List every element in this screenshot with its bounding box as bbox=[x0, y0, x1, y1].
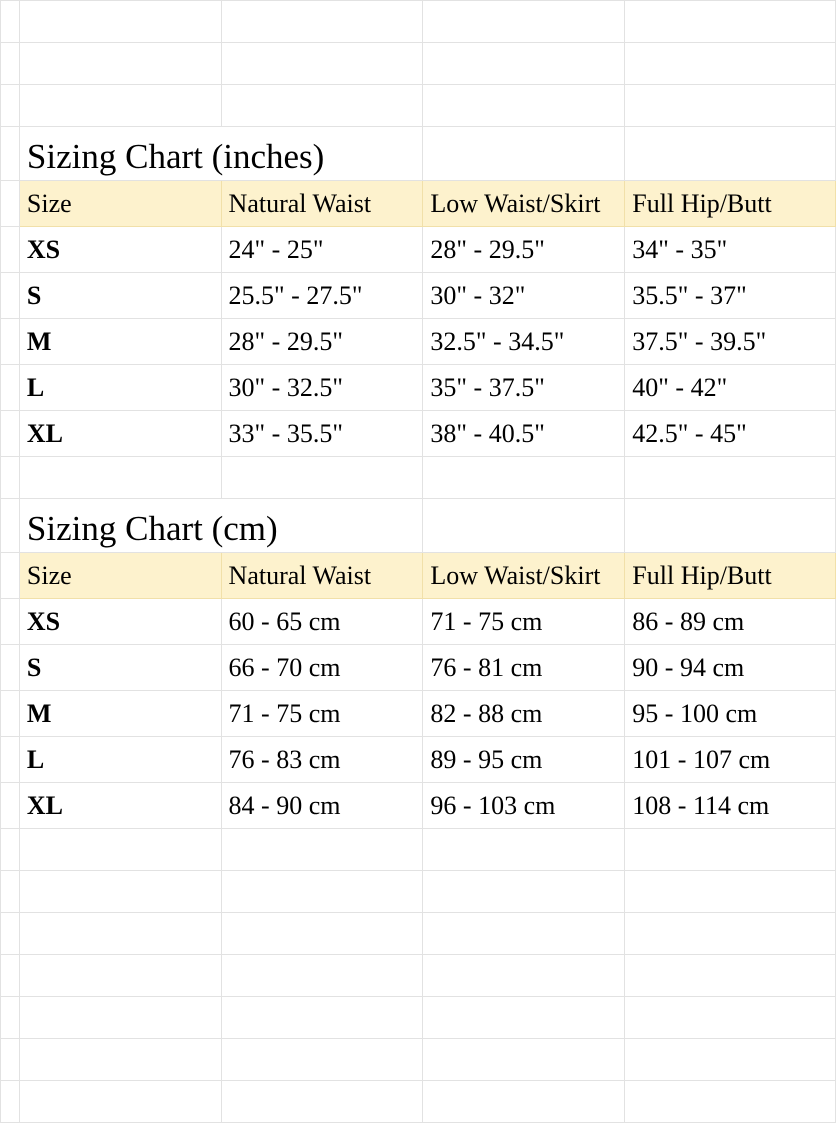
header-cell-full-hip[interactable]: Full Hip/Butt bbox=[625, 181, 836, 227]
empty-cell[interactable] bbox=[221, 457, 423, 499]
row-gutter-cell bbox=[1, 1039, 20, 1081]
empty-row bbox=[1, 1081, 836, 1123]
empty-cell[interactable] bbox=[19, 1081, 221, 1123]
size-cell[interactable]: L bbox=[19, 737, 221, 783]
measurement-cell[interactable]: 37.5" - 39.5" bbox=[625, 319, 836, 365]
table-title-text: Sizing Chart (inches) bbox=[26, 137, 325, 176]
size-cell[interactable]: XS bbox=[19, 227, 221, 273]
measurement-cell[interactable]: 60 - 65 cm bbox=[221, 599, 423, 645]
measurement-cell[interactable]: 108 - 114 cm bbox=[625, 783, 836, 829]
empty-cell[interactable] bbox=[19, 1, 221, 43]
measurement-cell[interactable]: 34" - 35" bbox=[625, 227, 836, 273]
header-cell-size[interactable]: Size bbox=[19, 181, 221, 227]
measurement-cell[interactable]: 95 - 100 cm bbox=[625, 691, 836, 737]
measurement-cell[interactable]: 89 - 95 cm bbox=[423, 737, 625, 783]
measurement-cell[interactable]: 96 - 103 cm bbox=[423, 783, 625, 829]
measurement-cell[interactable]: 35.5" - 37" bbox=[625, 273, 836, 319]
empty-cell[interactable] bbox=[221, 1039, 423, 1081]
empty-cell[interactable] bbox=[625, 871, 836, 913]
size-cell[interactable]: XL bbox=[19, 411, 221, 457]
empty-cell[interactable] bbox=[423, 1, 625, 43]
row-gutter-cell bbox=[1, 783, 20, 829]
empty-cell[interactable] bbox=[19, 913, 221, 955]
empty-cell[interactable] bbox=[423, 997, 625, 1039]
empty-row bbox=[1, 913, 836, 955]
empty-cell[interactable] bbox=[221, 955, 423, 997]
header-cell-size[interactable]: Size bbox=[19, 553, 221, 599]
empty-cell[interactable] bbox=[221, 913, 423, 955]
empty-cell[interactable] bbox=[19, 871, 221, 913]
row-gutter-cell bbox=[1, 273, 20, 319]
row-gutter-cell bbox=[1, 365, 20, 411]
row-gutter-cell bbox=[1, 127, 20, 181]
row-gutter-cell bbox=[1, 691, 20, 737]
empty-row bbox=[1, 997, 836, 1039]
header-cell-natural-waist[interactable]: Natural Waist bbox=[221, 553, 423, 599]
table-row bbox=[1, 319, 836, 365]
measurement-cell[interactable]: 42.5" - 45" bbox=[625, 411, 836, 457]
size-cell[interactable]: M bbox=[19, 319, 221, 365]
measurement-cell[interactable]: 76 - 81 cm bbox=[423, 645, 625, 691]
empty-cell[interactable] bbox=[19, 457, 221, 499]
size-cell[interactable]: XS bbox=[19, 599, 221, 645]
measurement-cell[interactable]: 82 - 88 cm bbox=[423, 691, 625, 737]
measurement-cell[interactable]: 101 - 107 cm bbox=[625, 737, 836, 783]
row-gutter-cell bbox=[1, 457, 20, 499]
empty-cell[interactable] bbox=[19, 85, 221, 127]
table-title-inches[interactable] bbox=[19, 127, 423, 181]
empty-cell[interactable] bbox=[423, 457, 625, 499]
empty-cell[interactable] bbox=[625, 499, 836, 553]
measurement-cell[interactable]: 71 - 75 cm bbox=[221, 691, 423, 737]
empty-cell[interactable] bbox=[423, 829, 625, 871]
measurement-cell[interactable]: 66 - 70 cm bbox=[221, 645, 423, 691]
table-row bbox=[1, 691, 836, 737]
row-gutter-cell bbox=[1, 737, 20, 783]
empty-cell[interactable] bbox=[19, 1039, 221, 1081]
header-cell-full-hip[interactable]: Full Hip/Butt bbox=[625, 553, 836, 599]
row-gutter-cell bbox=[1, 1, 20, 43]
empty-cell[interactable] bbox=[625, 997, 836, 1039]
empty-cell[interactable] bbox=[625, 955, 836, 997]
empty-cell[interactable] bbox=[221, 1081, 423, 1123]
empty-row bbox=[1, 1, 836, 43]
measurement-cell[interactable]: 32.5" - 34.5" bbox=[423, 319, 625, 365]
table-header-row bbox=[1, 181, 836, 227]
empty-cell[interactable] bbox=[423, 499, 625, 553]
row-gutter-cell bbox=[1, 1081, 20, 1123]
measurement-cell[interactable]: 24" - 25" bbox=[221, 227, 423, 273]
empty-cell[interactable] bbox=[625, 457, 836, 499]
measurement-cell[interactable]: 71 - 75 cm bbox=[423, 599, 625, 645]
empty-cell[interactable] bbox=[625, 43, 836, 85]
empty-cell[interactable] bbox=[423, 127, 625, 181]
row-gutter-cell bbox=[1, 227, 20, 273]
empty-cell[interactable] bbox=[423, 871, 625, 913]
row-gutter-cell bbox=[1, 997, 20, 1039]
table-row bbox=[1, 783, 836, 829]
row-gutter-cell bbox=[1, 599, 20, 645]
empty-row bbox=[1, 457, 836, 499]
size-cell[interactable]: M bbox=[19, 691, 221, 737]
empty-cell[interactable] bbox=[423, 43, 625, 85]
size-cell[interactable]: S bbox=[19, 273, 221, 319]
empty-cell[interactable] bbox=[19, 829, 221, 871]
empty-cell[interactable] bbox=[19, 955, 221, 997]
measurement-cell[interactable]: 76 - 83 cm bbox=[221, 737, 423, 783]
empty-cell[interactable] bbox=[625, 1081, 836, 1123]
empty-cell[interactable] bbox=[221, 85, 423, 127]
table-title-row bbox=[1, 127, 836, 181]
measurement-cell[interactable]: 86 - 89 cm bbox=[625, 599, 836, 645]
size-cell[interactable]: L bbox=[19, 365, 221, 411]
empty-row bbox=[1, 871, 836, 913]
empty-cell[interactable] bbox=[625, 1039, 836, 1081]
row-gutter-cell bbox=[1, 85, 20, 127]
header-cell-low-waist[interactable]: Low Waist/Skirt bbox=[423, 181, 625, 227]
measurement-cell[interactable]: 38" - 40.5" bbox=[423, 411, 625, 457]
empty-cell[interactable] bbox=[423, 913, 625, 955]
empty-cell[interactable] bbox=[221, 997, 423, 1039]
row-gutter-cell bbox=[1, 411, 20, 457]
measurement-cell[interactable]: 28" - 29.5" bbox=[221, 319, 423, 365]
size-cell[interactable]: S bbox=[19, 645, 221, 691]
empty-cell[interactable] bbox=[423, 1039, 625, 1081]
measurement-cell[interactable]: 30" - 32.5" bbox=[221, 365, 423, 411]
measurement-cell[interactable]: 84 - 90 cm bbox=[221, 783, 423, 829]
table-title-text: Sizing Chart (cm) bbox=[26, 509, 278, 548]
header-cell-low-waist[interactable]: Low Waist/Skirt bbox=[423, 553, 625, 599]
empty-cell[interactable] bbox=[19, 43, 221, 85]
empty-row bbox=[1, 829, 836, 871]
row-gutter-cell bbox=[1, 43, 20, 85]
row-gutter-cell bbox=[1, 553, 20, 599]
row-gutter-cell bbox=[1, 871, 20, 913]
table-row bbox=[1, 645, 836, 691]
row-gutter-cell bbox=[1, 645, 20, 691]
table-title-row bbox=[1, 499, 836, 553]
row-gutter-cell bbox=[1, 499, 20, 553]
table-row bbox=[1, 411, 836, 457]
measurement-cell[interactable]: 40" - 42" bbox=[625, 365, 836, 411]
empty-cell[interactable] bbox=[221, 871, 423, 913]
row-gutter-cell bbox=[1, 181, 20, 227]
row-gutter-cell bbox=[1, 829, 20, 871]
empty-cell[interactable] bbox=[221, 829, 423, 871]
row-gutter-cell bbox=[1, 913, 20, 955]
empty-row bbox=[1, 85, 836, 127]
table-row bbox=[1, 599, 836, 645]
empty-cell[interactable] bbox=[423, 955, 625, 997]
header-cell-natural-waist[interactable]: Natural Waist bbox=[221, 181, 423, 227]
empty-cell[interactable] bbox=[625, 85, 836, 127]
empty-cell[interactable] bbox=[221, 1, 423, 43]
table-row bbox=[1, 227, 836, 273]
empty-cell[interactable] bbox=[423, 1081, 625, 1123]
row-gutter-cell bbox=[1, 955, 20, 997]
size-cell[interactable]: XL bbox=[19, 783, 221, 829]
measurement-cell[interactable]: 30" - 32" bbox=[423, 273, 625, 319]
measurement-cell[interactable]: 90 - 94 cm bbox=[625, 645, 836, 691]
empty-cell[interactable] bbox=[221, 43, 423, 85]
empty-cell[interactable] bbox=[625, 1, 836, 43]
table-header-row bbox=[1, 553, 836, 599]
measurement-cell[interactable]: 28" - 29.5" bbox=[423, 227, 625, 273]
empty-cell[interactable] bbox=[625, 913, 836, 955]
measurement-cell[interactable]: 35" - 37.5" bbox=[423, 365, 625, 411]
empty-cell[interactable] bbox=[625, 127, 836, 181]
table-row bbox=[1, 737, 836, 783]
empty-row bbox=[1, 1039, 836, 1081]
empty-row bbox=[1, 43, 836, 85]
row-gutter-cell bbox=[1, 319, 20, 365]
measurement-cell[interactable]: 33" - 35.5" bbox=[221, 411, 423, 457]
empty-row bbox=[1, 955, 836, 997]
table-title-cm[interactable] bbox=[19, 499, 423, 553]
measurement-cell[interactable]: 25.5" - 27.5" bbox=[221, 273, 423, 319]
empty-cell[interactable] bbox=[423, 85, 625, 127]
table-row bbox=[1, 273, 836, 319]
empty-cell[interactable] bbox=[625, 829, 836, 871]
empty-cell[interactable] bbox=[19, 997, 221, 1039]
table-row bbox=[1, 365, 836, 411]
